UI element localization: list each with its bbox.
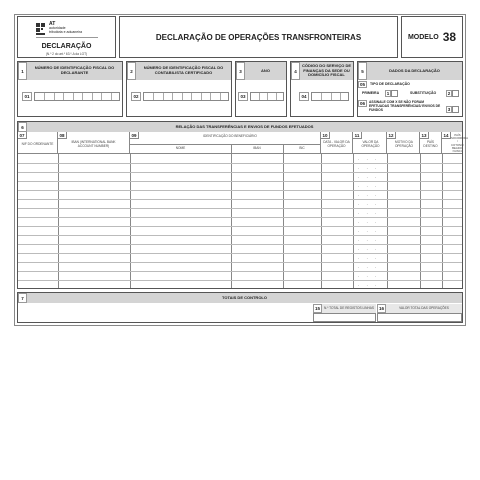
doc-label: DECLARAÇÃO [41, 43, 92, 50]
col-09-iban: IBAN [253, 146, 261, 150]
section-7-title: TOTAIS DE CONTROLO [27, 293, 462, 303]
logo-line2: autoridade [49, 26, 66, 30]
valor-total-label: VALOR TOTAL DAS OPERAÇÕES [386, 304, 462, 313]
table-header [18, 132, 468, 154]
model-number: 38 [442, 30, 457, 44]
col-09-header: 09 IDENTIFICAÇÃO DO BENEFICIÁRIO NOME IBAN BIC [130, 132, 321, 154]
col-08-header: 08 IBAN (INTERNATIONAL BANK ACCOUNT NUMBER) [58, 132, 130, 154]
col-10-header: 10 DATA - VALOR DA OPERAÇÃO [321, 132, 353, 154]
col-09-nome: NOME [175, 146, 186, 150]
section-4 [290, 61, 354, 117]
ano-input[interactable] [250, 92, 284, 101]
section-5-number: 5 [358, 62, 367, 80]
field-15-label: 15 [314, 306, 320, 311]
col-09-bic: BIC [299, 146, 305, 150]
section-6-number: 6 [18, 122, 27, 132]
table-body[interactable]: · · · · · · · · · · · · · · · · · · · · · · · · · · · · · · · · · · · · · · · · · · · · · [18, 154, 462, 288]
logo-divider [36, 37, 98, 38]
doc-sub: (N.º 2 do art.º 63.º-A da LGT) [45, 52, 88, 56]
col-14-header: 14 PAÍS SOCORRIDA / COTONIZ. BEADO- NUNCI. [443, 132, 468, 154]
logo-block [17, 16, 116, 58]
logo-line3: tributária e aduaneira [49, 30, 83, 34]
section-3-label: ANO [245, 62, 286, 80]
substituicao-number: 2 [447, 91, 451, 96]
total-registos-label: N.º TOTAL DE REGISTOS LINHAS [322, 304, 376, 313]
field-02-label: 02 [131, 92, 141, 101]
sem-transferencias-label: ASSINALE COM X SE NÃO FORAM EFETUADAS TRANSFERÊNCIAS/ ENVIOS DE FUNDOS [369, 100, 441, 112]
primeira-label: PRIMEIRA [362, 91, 380, 95]
section-1 [17, 61, 123, 117]
sem-transferencias-number: 3 [447, 107, 451, 112]
section-2-number: 2 [127, 62, 136, 80]
col-07-header: 07 NIF DO ORDENANTE [18, 132, 58, 154]
section-2-label: NÚMERO DE IDENTIFICAÇÃO FISCAL DO CONTABILISTA CERTIFICADO [136, 62, 231, 80]
section-2 [126, 61, 232, 117]
valor-total-input[interactable] [377, 313, 462, 322]
section-7 [17, 292, 463, 323]
codigo-servico-input[interactable] [311, 92, 349, 101]
field-04-label: 04 [299, 92, 309, 101]
nif-contabilista-input[interactable] [143, 92, 229, 101]
section-1-number: 1 [18, 62, 27, 80]
section-6 [17, 121, 468, 289]
title-block [119, 16, 398, 58]
field-01-label: 01 [22, 92, 32, 101]
at-logo-icon [36, 22, 46, 34]
substituicao-label: SUBSTITUIÇÃO [410, 91, 437, 95]
tipo-declaracao-label: TIPO DE DECLARAÇÃO [370, 82, 410, 86]
field-03-label: 03 [238, 92, 248, 101]
form-title: DECLARAÇÃO DE OPERAÇÕES TRANSFRONTEIRAS [155, 32, 362, 42]
field-06-label: 06 [359, 101, 365, 106]
field-16-label: 16 [378, 306, 384, 311]
model-block [401, 16, 463, 58]
col-12-header: 12 MOTIVO DA OPERAÇÃO [387, 132, 420, 154]
field-05-label: 05 [359, 82, 365, 87]
section-7-number: 7 [18, 293, 27, 303]
section-4-label: CÓDIGO DO SERVIÇO DE FINANÇAS DA SEDE OU DOMICÍLIO FISCAL [300, 62, 353, 80]
col-13-header: 13 PAÍS DESTINO [420, 132, 442, 154]
primeira-checkbox[interactable] [391, 90, 398, 97]
section-1-label: NÚMERO DE IDENTIFICAÇÃO FISCAL DO DECLARANTE [27, 62, 122, 80]
sem-transferencias-checkbox[interactable] [452, 106, 459, 113]
primeira-number: 1 [386, 91, 390, 96]
substituicao-checkbox[interactable] [452, 90, 459, 97]
nif-declarante-input[interactable] [34, 92, 120, 101]
section-4-number: 4 [291, 62, 300, 80]
section-5 [357, 61, 463, 117]
col-11-header: 11 VALOR DA OPERAÇÃO [353, 132, 387, 154]
section-6-title: RELAÇÃO DAS TRANSFERÊNCIAS E ENVIOS DE FUNDOS EFETUADOS [27, 122, 462, 132]
section-3 [235, 61, 287, 117]
total-registos-input[interactable] [313, 313, 376, 322]
logo-line1: AT [49, 21, 56, 27]
section-3-number: 3 [236, 62, 245, 80]
section-5-label: DADOS DA DECLARAÇÃO [367, 62, 462, 80]
model-label: MODELO [407, 33, 439, 41]
